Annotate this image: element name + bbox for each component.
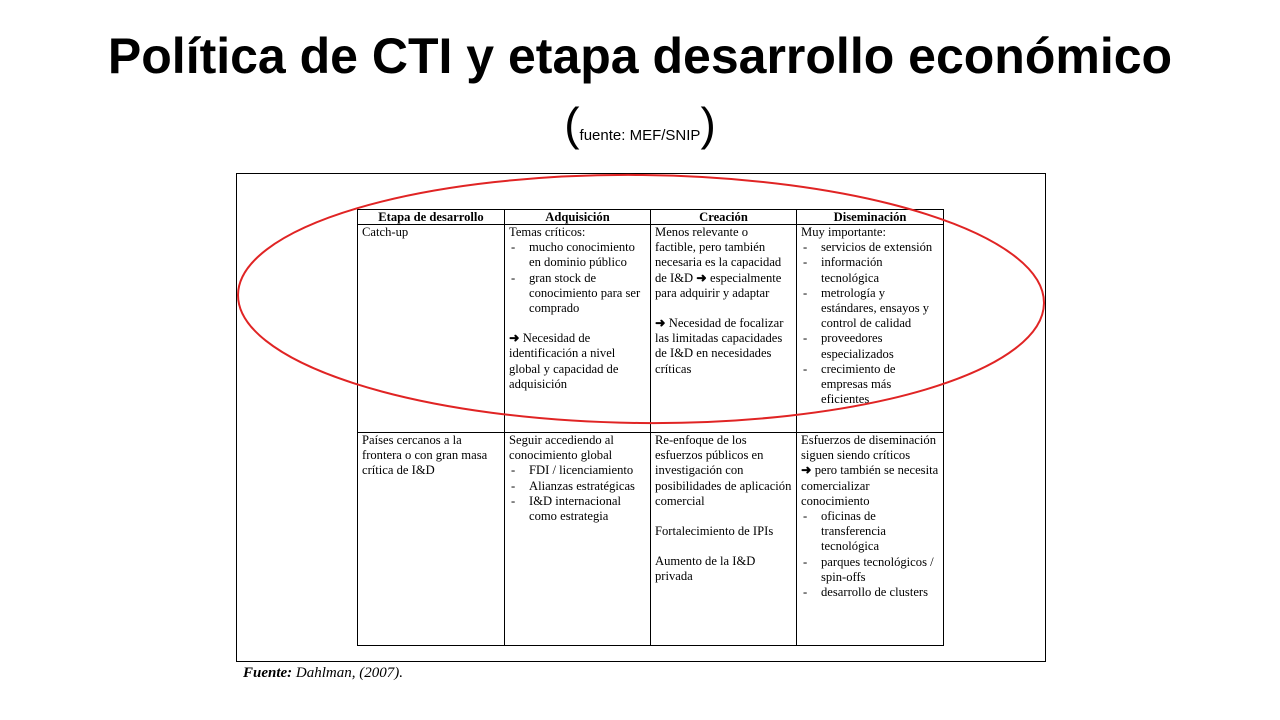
arrow-note: Necesidad de identificación a nivel global y capacidad de adquisición [509, 331, 619, 391]
list-item: - proveedores especializados [801, 331, 939, 361]
list-item: - crecimiento de empresas más eficientes [801, 362, 939, 408]
cell-adquisicion [505, 433, 651, 646]
list-item: - FDI / licenciamiento [509, 463, 646, 478]
cell-creacion [651, 433, 797, 646]
table-source-note [243, 665, 403, 682]
right-arrow-icon: ➜ [655, 316, 666, 331]
list-item: - parques tecnológicos / spin-offs [801, 555, 939, 585]
list-item: - gran stock de conocimiento para ser comprado [509, 271, 646, 317]
list-item: - metrología y estándares, ensayos y control de calidad [801, 286, 939, 332]
header-diseminacion: Diseminación [797, 210, 944, 225]
cell-diseminacion [797, 433, 944, 646]
cell-stage [358, 225, 505, 433]
list-item: - Alianzas estratégicas [509, 479, 646, 494]
dash-list [801, 509, 939, 600]
cell-stage [358, 433, 505, 646]
table-header-row [358, 210, 944, 225]
right-arrow-icon: ➜ [801, 463, 812, 478]
arrow-note: Necesidad de focalizar las limitadas capacidades de I&D en necesidades críticas [655, 316, 784, 376]
cell-adquisicion [505, 225, 651, 433]
list-item: - servicios de extensión [801, 240, 939, 255]
policy-table [357, 209, 944, 646]
list-item: - oficinas de transferencia tecnológica [801, 509, 939, 555]
subtitle-source: fuente: MEF/SNIP [579, 127, 701, 144]
list-item: - I&D internacional como estrategia [509, 494, 646, 524]
right-arrow-icon: ➜ [509, 331, 520, 346]
cell-intro: Muy importante: [801, 225, 886, 239]
cell-intro: Seguir accediendo al conocimiento global [509, 433, 614, 463]
cell-paragraph: Re-enfoque de los esfuerzos públicos en investigación con posibilidades de aplicación comercial [655, 433, 792, 508]
arrow-note: pero también se necesita comercializar conocimiento [801, 463, 939, 508]
header-creacion: Creación [651, 210, 797, 225]
slide-title: Política de CTI y etapa desarrollo económico [107, 28, 1173, 84]
dash-list [509, 463, 646, 524]
table-row [358, 433, 944, 646]
source-label: Fuente: [243, 665, 293, 681]
source-value: Dahlman, (2007). [295, 665, 403, 681]
subtitle-open-paren: ( [564, 98, 580, 150]
cell-diseminacion [797, 225, 944, 433]
dash-list [801, 240, 939, 407]
header-etapa: Etapa de desarrollo [358, 210, 505, 225]
right-arrow-icon: ➜ [696, 270, 707, 285]
header-adquisicion: Adquisición [505, 210, 651, 225]
subtitle-close-paren: ) [700, 98, 716, 150]
arrow-inline: especialmente para adquirir y adaptar [655, 270, 782, 300]
list-item: - desarrollo de clusters [801, 585, 939, 600]
stage-label: Países cercanos a la frontera o con gran masa crítica de I&D [362, 433, 488, 478]
stage-label: Catch-up [362, 225, 409, 239]
slide-subtitle [0, 94, 1280, 166]
table-row [358, 225, 944, 433]
dash-list [509, 240, 646, 316]
list-item: - información tecnológica [801, 255, 939, 285]
cell-paragraph: Fortalecimiento de IPIs [655, 524, 774, 539]
list-item: - mucho conocimiento en dominio público [509, 240, 646, 270]
cell-intro: Temas críticos: [509, 225, 586, 239]
cell-intro: Esfuerzos de diseminación siguen siendo críticos [801, 433, 936, 463]
cell-text: Menos relevante o factible, pero también necesaria es la capacidad de I&D [655, 225, 782, 285]
cell-paragraph: Aumento de la I&D privada [655, 554, 756, 584]
cell-creacion [651, 225, 797, 433]
